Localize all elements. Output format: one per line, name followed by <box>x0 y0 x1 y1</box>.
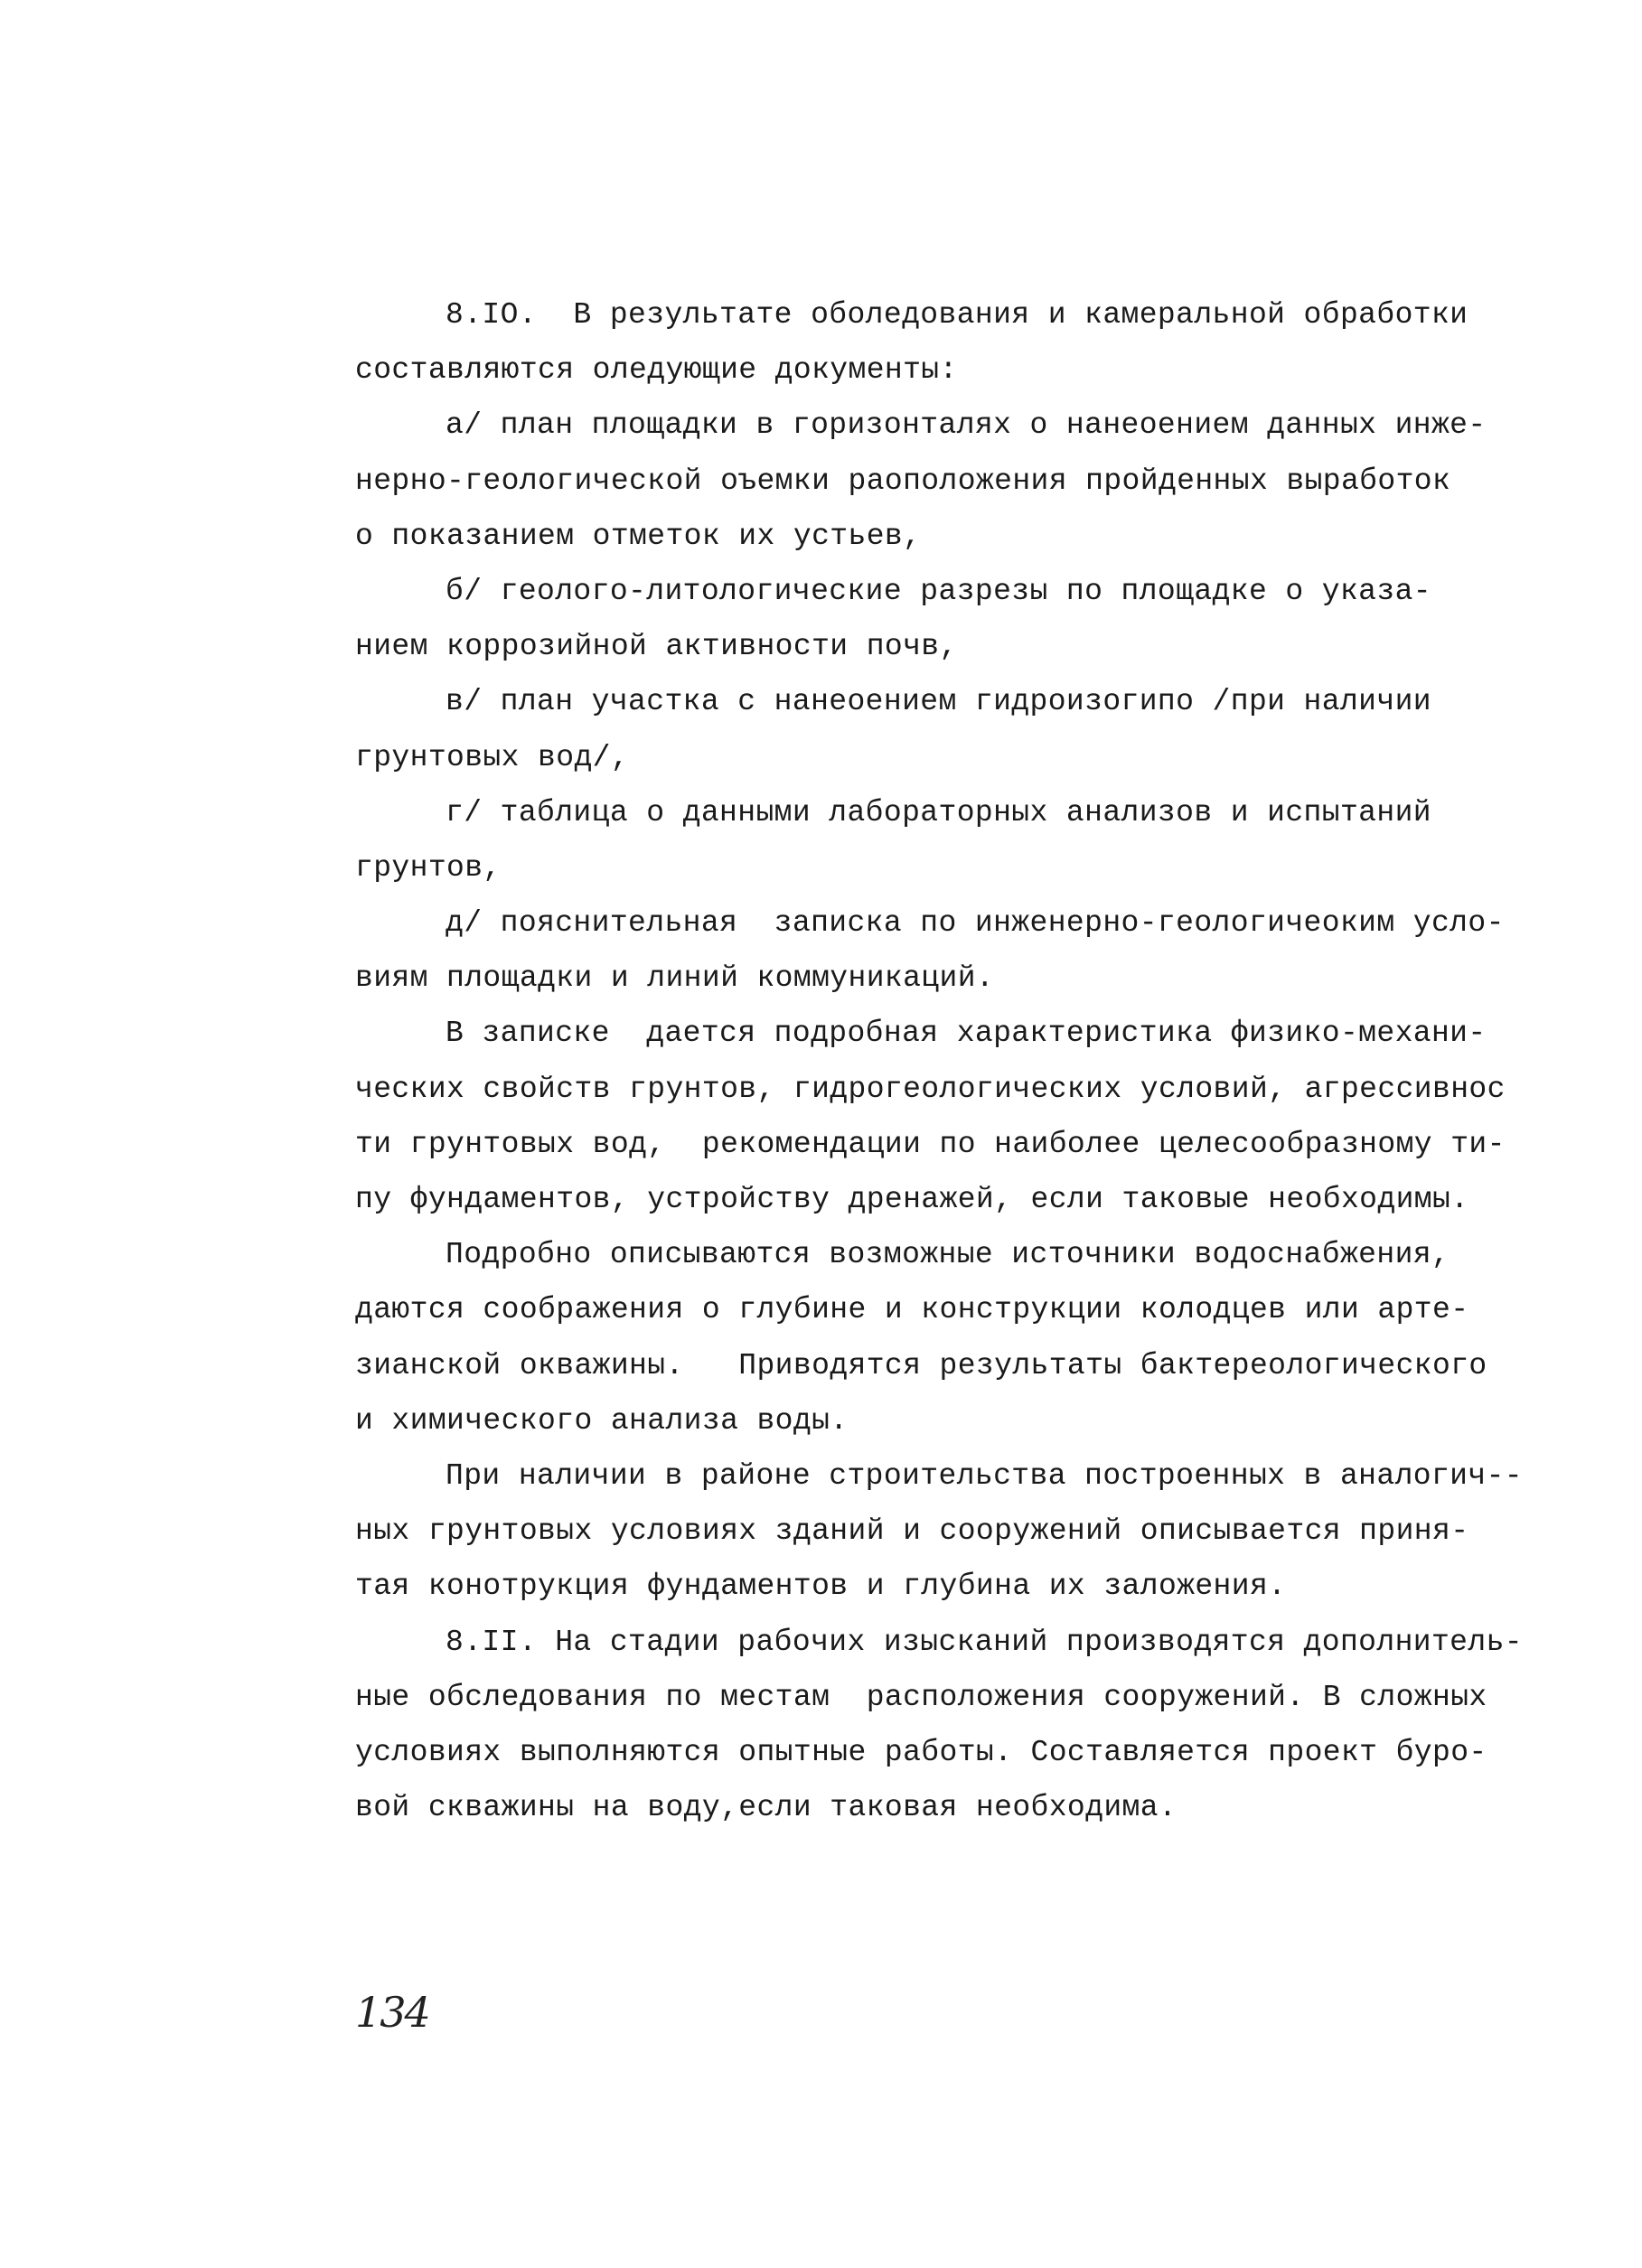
text-line: зианской оквaжины. Приводятся результаты бактереологического <box>355 1348 1487 1382</box>
text-line: пу фундаментов, устройству дренажей, если таковые необходимы. <box>355 1183 1469 1216</box>
section-8-10-heading-line: 8.IO. В результате оболедования и камеральной обработки <box>446 298 1468 332</box>
text-line: о показанием отметок их устьев, <box>355 519 922 553</box>
text-line: даются соображения о глубине и конструкции колодцев или арте- <box>355 1293 1469 1327</box>
text-line: и химического анализа воды. <box>355 1403 849 1438</box>
list-item-d-line: д/ пояснительная записка по инженерно-геологичеоким усло- <box>446 906 1505 941</box>
body-text <box>355 287 1523 1835</box>
text-line: ти грунтовых вод, рекомендации по наиболее целесообразному ти- <box>355 1127 1506 1161</box>
paragraph-start-line: Подробно описываются возможные источники водоснабжения, <box>446 1238 1450 1272</box>
text-line: ные обследования по местам расположения сооружений. В сложных <box>355 1680 1487 1714</box>
text-line: грунтов, <box>355 850 502 885</box>
list-item-g-line: г/ таблица о данными лабораторных анализов и испытаний <box>446 795 1431 829</box>
text-line: грунтовых вод/, <box>355 740 630 774</box>
text-line: вой скважины на воду,если таковая необходима. <box>355 1791 1178 1825</box>
text-line: виям площадки и линий коммуникаций. <box>355 961 995 996</box>
text-line: условиях выполняются опытные работы. Составляется проект буро- <box>355 1735 1487 1769</box>
paragraph-start-line: При наличии в районе строительства построенных в аналогич-- <box>446 1458 1523 1493</box>
text-line: составляются оледующие документы: <box>355 353 958 388</box>
text-line: тая конотрукция фундаментов и глубина их заложения. <box>355 1570 1287 1604</box>
text-line: ческих свойств грунтов, гидрогеологических условий, агрессивнос <box>355 1072 1506 1106</box>
paragraph-start-line: В записке дается подробная характеристика физико-механи- <box>446 1017 1487 1051</box>
text-line: нием коррозийной активности почв, <box>355 630 958 664</box>
section-8-11-heading-line: 8.II. На стадии рабочих изысканий производятся дополнитель- <box>446 1625 1523 1659</box>
text-line: нерно-геологической оъемки раоположения пройденных выработок <box>355 464 1451 498</box>
handwritten-page-number: 134 <box>355 1988 429 2037</box>
list-item-v-line: в/ план участка с нанеоением гидроизогипо /при наличии <box>446 685 1431 719</box>
text-line: ных грунтовых условиях зданий и сооружений описывается приня- <box>355 1514 1469 1549</box>
list-item-b-line: б/ геолого-литологические разрезы по площадке о указа- <box>446 574 1431 608</box>
list-item-a-line: а/ план площадки в горизонталях о нанеоением данных инже- <box>446 408 1487 443</box>
